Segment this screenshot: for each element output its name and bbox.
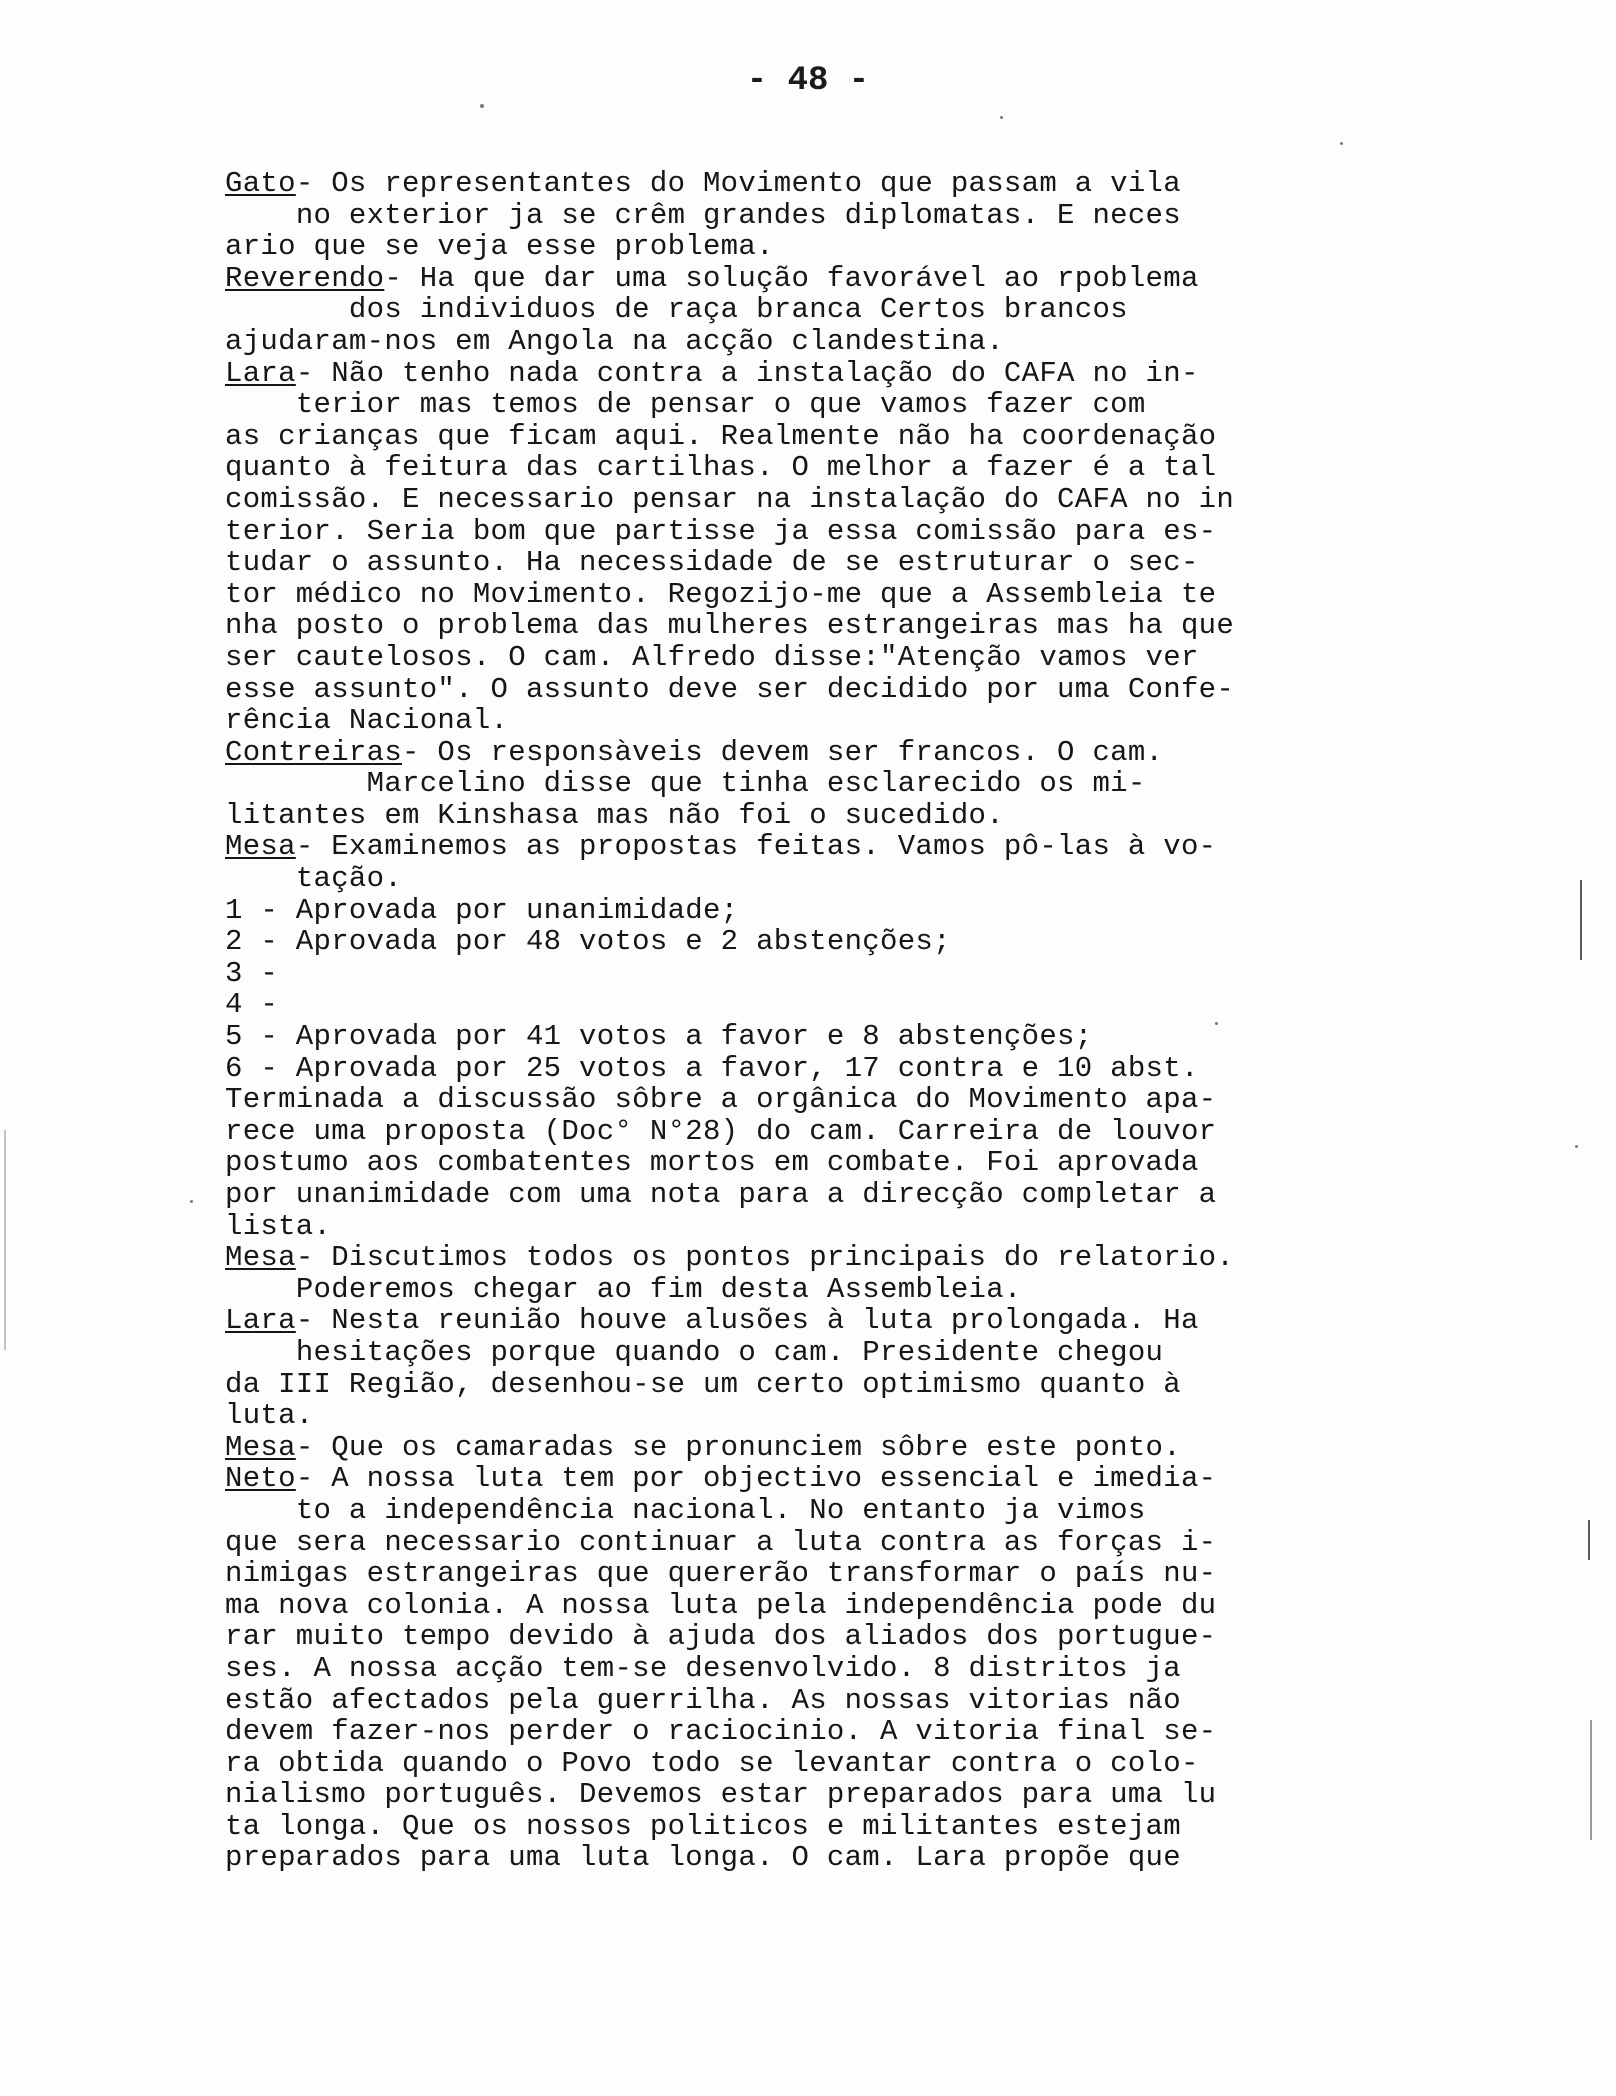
text-line [225, 674, 1385, 706]
line-text: 3 - [225, 956, 279, 990]
line-text: - A nossa luta tem por objectivo essencial e imedia- [295, 1462, 1217, 1496]
text-line [225, 1369, 1385, 1401]
line-text: postumo aos combatentes mortos em combate. Foi aprovada [225, 1146, 1199, 1180]
scan-speck [1000, 116, 1003, 119]
line-text: - Que os camaradas se pronunciem sôbre este ponto. [295, 1430, 1181, 1464]
line-text: Poderemos chegar ao fim desta Assembleia. [295, 1272, 1022, 1306]
line-text: - Discutimos todos os pontos principais do relatorio. [295, 1241, 1235, 1275]
line-text: que sera necessario continuar a luta contra as forças i- [225, 1525, 1217, 1559]
line-text: tor médico no Movimento. Regozijo-me que a Assembleia te [225, 577, 1217, 611]
text-line [225, 579, 1385, 611]
text-line [225, 926, 1385, 958]
text-line [225, 168, 1385, 200]
text-line [225, 1021, 1385, 1053]
text-line [225, 200, 1385, 232]
text-line [225, 1842, 1385, 1874]
line-text: rência Nacional. [225, 704, 509, 738]
line-text: da III Região, desenhou-se um certo optimismo quanto à [225, 1367, 1181, 1401]
line-text: estão afectados pela guerrilha. As nossas vitorias não [225, 1683, 1181, 1717]
text-line [225, 1621, 1385, 1653]
text-line [225, 895, 1385, 927]
text-line [225, 421, 1385, 453]
text-line [225, 1179, 1385, 1211]
line-text: nimigas estrangeiras que quererão transformar o país nu- [225, 1557, 1217, 1591]
text-line [225, 547, 1385, 579]
line-text: tudar o assunto. Ha necessidade de se estruturar o sec- [225, 546, 1199, 580]
line-text: 1 - Aprovada por unanimidade; [225, 893, 739, 927]
text-line [225, 737, 1385, 769]
line-text: dos individuos de raça branca Certos brancos [348, 293, 1128, 327]
line-text: ses. A nossa acção tem-se desenvolvido. 8 distritos ja [225, 1651, 1181, 1685]
text-line [225, 1590, 1385, 1622]
line-indent [225, 862, 296, 895]
line-text: no exterior ja se crêm grandes diplomatas. E neces [295, 198, 1181, 232]
line-text: ma nova colonia. A nossa luta pela independência pode du [225, 1588, 1217, 1622]
margin-line-mark [4, 1130, 6, 1350]
line-text: ajudaram-nos em Angola na acção clandestina. [225, 324, 1004, 358]
line-text: quanto à feitura das cartilhas. O melhor a fazer é a tal [225, 451, 1217, 485]
text-line [225, 1274, 1385, 1306]
text-line [225, 1116, 1385, 1148]
text-line [225, 1337, 1385, 1369]
text-line [225, 231, 1385, 263]
line-text: - Ha que dar uma solução favorável ao rpoblema [384, 261, 1199, 295]
line-text: preparados para uma luta longa. O cam. Lara propõe que [225, 1841, 1181, 1875]
speaker-name: Mesa [225, 1430, 296, 1464]
line-text: - Os representantes do Movimento que passam a vila [295, 167, 1181, 200]
line-text: hesitações porque quando o cam. Presidente chegou [295, 1335, 1164, 1369]
text-line [225, 1463, 1385, 1495]
line-text: esse assunto". O assunto deve ser decidido por uma Confe- [225, 672, 1235, 706]
document-body [225, 168, 1385, 1874]
text-line [225, 1653, 1385, 1685]
text-line [225, 1716, 1385, 1748]
line-text: 6 - Aprovada por 25 votos a favor, 17 contra e 10 abst. [225, 1051, 1199, 1085]
text-line [225, 989, 1385, 1021]
text-line [225, 863, 1385, 895]
line-indent [225, 1273, 296, 1306]
text-line [225, 1748, 1385, 1780]
speaker-name: Mesa [225, 1241, 296, 1275]
line-text: - Os responsàveis devem ser francos. O cam. [402, 735, 1164, 769]
text-line [225, 642, 1385, 674]
text-line [225, 484, 1385, 516]
speaker-name: Neto [225, 1462, 296, 1496]
text-line [225, 800, 1385, 832]
margin-line-mark [1588, 1520, 1590, 1560]
line-text: - Examinemos as propostas feitas. Vamos pô-las à vo- [295, 830, 1217, 864]
line-text: ser cautelosos. O cam. Alfredo disse:"Atenção vamos ver [225, 640, 1199, 674]
text-line [225, 1053, 1385, 1085]
speaker-name: Contreiras [225, 735, 403, 769]
line-text: comissão. E necessario pensar na instalação do CAFA no in [225, 482, 1235, 516]
line-indent [225, 388, 296, 421]
scan-speck [480, 104, 484, 108]
line-indent [225, 199, 296, 232]
text-line [225, 516, 1385, 548]
text-line [225, 1779, 1385, 1811]
scan-speck [1215, 1022, 1218, 1025]
line-text: 2 - Aprovada por 48 votos e 2 abstenções; [225, 925, 951, 959]
line-indent [225, 1336, 296, 1369]
line-indent [225, 767, 367, 800]
line-text: ario que se veja esse problema. [225, 230, 774, 264]
margin-line-mark [1580, 880, 1582, 960]
page-number: - 48 - [746, 62, 870, 100]
scan-speck [190, 1200, 193, 1203]
line-text: ra obtida quando o Povo todo se levantar contra o colo- [225, 1746, 1199, 1780]
line-indent [225, 293, 349, 326]
line-text: devem fazer-nos perder o raciocinio. A vitoria final se- [225, 1715, 1217, 1749]
line-text: terior mas temos de pensar o que vamos fazer com [295, 388, 1146, 422]
line-text: rece uma proposta (Doc° N°28) do cam. Carreira de louvor [225, 1114, 1217, 1148]
line-text: 4 - [225, 988, 279, 1022]
text-line [225, 294, 1385, 326]
text-line [225, 1242, 1385, 1274]
text-line [225, 1400, 1385, 1432]
text-line [225, 1558, 1385, 1590]
speaker-name: Lara [225, 356, 296, 390]
text-line [225, 831, 1385, 863]
line-text: ta longa. Que os nossos politicos e militantes estejam [225, 1809, 1181, 1843]
line-text: lista. [225, 1209, 332, 1243]
line-text: rar muito tempo devido à ajuda dos aliados dos portugue- [225, 1620, 1217, 1654]
text-line [225, 1084, 1385, 1116]
text-line [225, 610, 1385, 642]
text-line [225, 326, 1385, 358]
line-text: - Não tenho nada contra a instalação do CAFA no in- [295, 356, 1199, 390]
text-line [225, 452, 1385, 484]
line-text: terior. Seria bom que partisse ja essa comissão para es- [225, 514, 1217, 548]
text-line [225, 1527, 1385, 1559]
text-line [225, 1211, 1385, 1243]
line-text: - Nesta reunião houve alusões à luta prolongada. Ha [295, 1304, 1199, 1338]
speaker-name: Gato [225, 167, 296, 200]
line-text: 5 - Aprovada por 41 votos a favor e 8 abstenções; [225, 1020, 1093, 1054]
line-text: nha posto o problema das mulheres estrangeiras mas ha que [225, 609, 1235, 643]
margin-line-mark [1590, 1720, 1592, 1840]
speaker-name: Lara [225, 1304, 296, 1338]
speaker-name: Reverendo [225, 261, 385, 295]
text-line [225, 1685, 1385, 1717]
text-line [225, 263, 1385, 295]
line-text: luta. [225, 1399, 314, 1433]
text-line [225, 1147, 1385, 1179]
text-line [225, 1495, 1385, 1527]
speaker-name: Mesa [225, 830, 296, 864]
line-text: to a independência nacional. No entanto ja vimos [295, 1493, 1146, 1527]
line-text: nialismo português. Devemos estar preparados para uma lu [225, 1778, 1217, 1812]
line-text: tação. [295, 862, 403, 896]
text-line [225, 1305, 1385, 1337]
text-line [225, 958, 1385, 990]
line-text: Terminada a discussão sôbre a orgânica do Movimento apa- [225, 1083, 1217, 1117]
line-indent [225, 1494, 296, 1527]
text-line [225, 1811, 1385, 1843]
line-text: por unanimidade com uma nota para a direcção completar a [225, 1178, 1217, 1211]
scan-speck [1340, 142, 1343, 145]
line-text: litantes em Kinshasa mas não foi o sucedido. [225, 798, 1004, 832]
text-line [225, 358, 1385, 390]
text-line [225, 1432, 1385, 1464]
scan-speck [1575, 1145, 1578, 1148]
text-line [225, 768, 1385, 800]
line-text: Marcelino disse que tinha esclarecido os mi- [366, 767, 1146, 801]
text-line [225, 389, 1385, 421]
line-text: as crianças que ficam aqui. Realmente não ha coordenação [225, 419, 1217, 453]
text-line [225, 705, 1385, 737]
